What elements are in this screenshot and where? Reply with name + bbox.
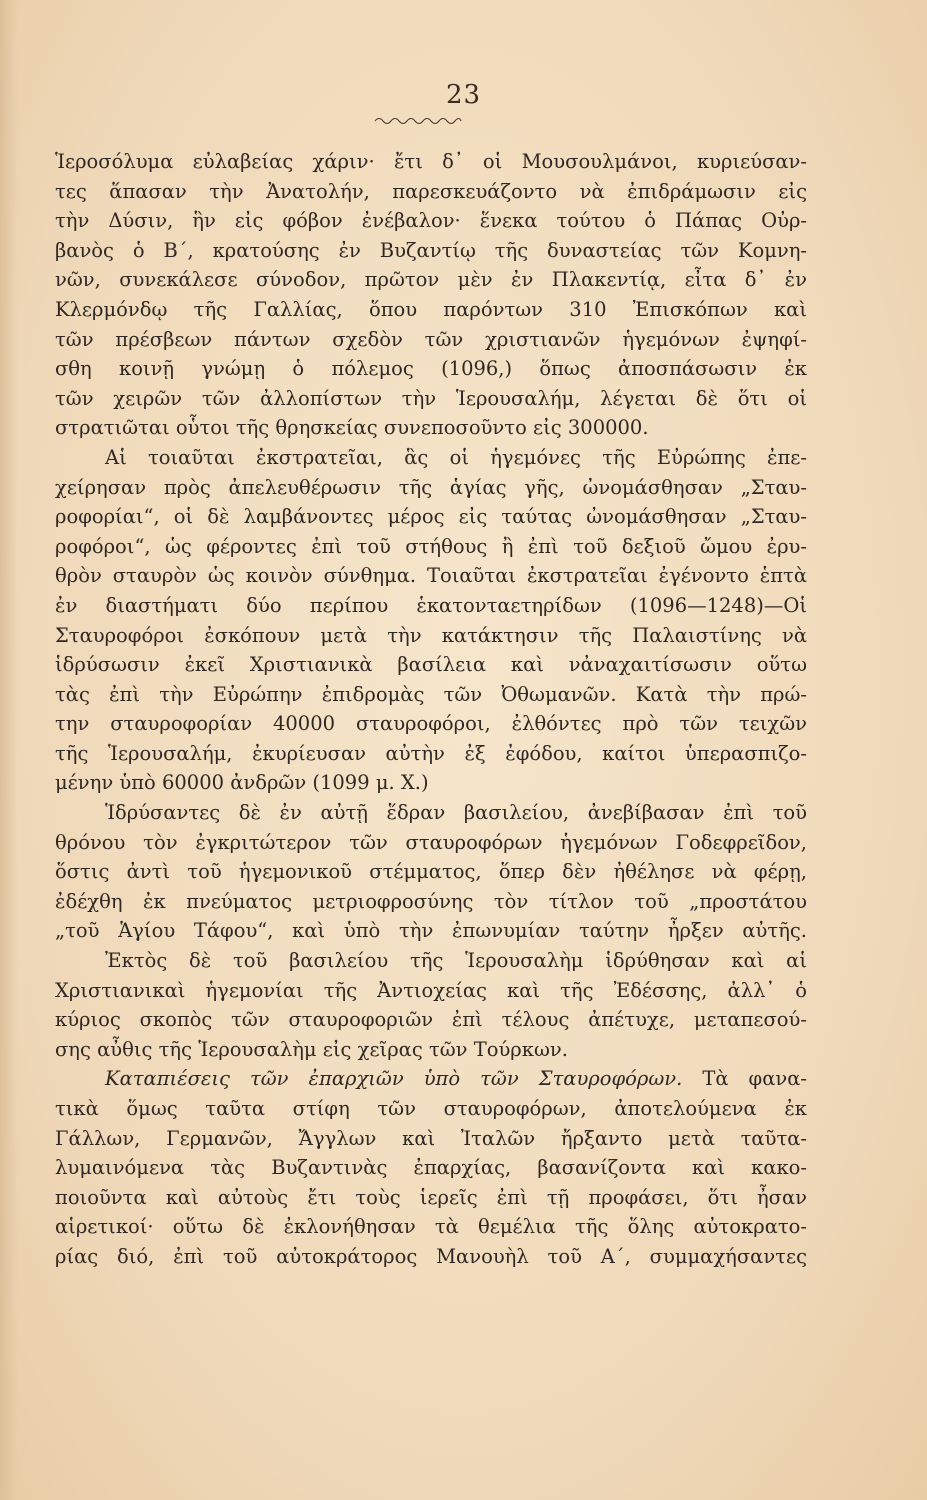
text-line: κύριος σκοπὸς τῶν σταυροφοριῶν ἐπὶ τέλους ἀπέτυχε, μεταπεσού- (55, 1008, 807, 1032)
text-line: „τοῦ Ἁγίου Τάφου“, καὶ ὑπὸ τὴν ἐπωνυμίαν ταύτην ἦρξεν αὐτῆς. (55, 919, 807, 943)
text-line: Ἱεροσόλυμα εὐλαβείας χάριν· ἔτι δ᾽ οἱ Μουσουλμάνοι, κυριεύσαν- (55, 150, 807, 173)
text-line: τικὰ ὅμως ταῦτα στίφη τῶν σταυροφόρων, ἀποτελούμενα ἐκ (55, 1097, 807, 1120)
text-line: μένην ὑπὸ 60000 ἀνδρῶν (1099 μ. Χ.) (55, 771, 429, 795)
text-line: ἐν διαστήματι δύο περίπου ἑκατονταετηρίδων (1096—1248)—Οἱ (55, 593, 807, 617)
text-line: ροφόροι“, ὡς φέροντες ἐπὶ τοῦ στήθους ἢ ἐπὶ τοῦ δεξιοῦ ὤμου ἐρυ- (55, 534, 807, 558)
text-line: θρὸν σταυρὸν ὡς κοινὸν σύνθημα. Τοιαῦται ἐκστρατεῖαι ἐγένοντο ἑπτὰ (55, 564, 807, 588)
text-line: τὰς ἐπὶ τὴν Εὐρώπην ἐπιδρομὰς τῶν Ὀθωμανῶν. Κατὰ τὴν πρώ- (55, 682, 807, 706)
text-line: σθη κοινῇ γνώμῃ ὁ πόλεμος (1096,) ὅπως ἀποσπάσωσιν ἐκ (55, 357, 807, 381)
text-line: ὅστις ἀντὶ τοῦ ἡγεμονικοῦ στέμματος, ὅπερ δὲν ἠθέλησε νὰ φέρῃ, (55, 860, 807, 884)
text-line: Γάλλων, Γερμανῶν, Ἄγγλων καὶ Ἰταλῶν ἤρξαντο μετὰ ταῦτα- (55, 1126, 807, 1150)
body-text (55, 147, 807, 1272)
text-line: ροφορίαι“, οἱ δὲ λαμβάνοντες μέρος εἰς ταύτας ὠνομάσθησαν „Σταυ- (55, 505, 807, 529)
text-line: χείρησαν πρὸς ἀπελευθέρωσιν τῆς ἁγίας γῆς, ὠνομάσθησαν „Σταυ- (55, 475, 807, 499)
text-line: τὴν Δύσιν, ἣν εἰς φόβον ἐνέβαλον· ἕνεκα τούτου ὁ Πάπας Οὐρ- (55, 209, 807, 233)
section-heading: Καταπιέσεις τῶν ἐπαρχιῶν ὑπὸ τῶν Σταυροφόρων. (105, 1067, 683, 1091)
text-line: τῶν χειρῶν τῶν ἀλλοπίστων τὴν Ἱερουσαλήμ, λέγεται δὲ ὅτι οἱ (55, 386, 807, 410)
text-line: σης αὖθις τῆς Ἱερουσαλὴμ εἰς χεῖρας τῶν Τούρκων. (55, 1037, 568, 1061)
text-line: Σταυροφόροι ἐσκόπουν μετὰ τὴν κατάκτησιν τῆς Παλαιστίνης νὰ (55, 623, 807, 647)
text-line: τῆς Ἱερουσαλήμ, ἐκυρίευσαν αὐτὴν ἐξ ἐφόδου, καίτοι ὑπερασπιζο- (55, 741, 807, 765)
text-line: τῶν πρέσβεων πάντων σχεδὸν τῶν χριστιανῶν ἡγεμόνων ἐψηφί- (55, 327, 807, 351)
text-line: ἐδέχθη ἐκ πνεύματος μετριοφροσύνης τὸν τίτλον τοῦ „προστάτου (55, 889, 807, 913)
text-line: την σταυροφορίαν 40000 σταυροφόροι, ἐλθόντες πρὸ τῶν τειχῶν (55, 712, 807, 736)
page-number: 23 (445, 80, 482, 110)
text-line: Ἐκτὸς δὲ τοῦ βασιλείου τῆς Ἱερουσαλὴμ ἱδρύθησαν καὶ αἱ (105, 949, 807, 973)
text-line: Ἱδρύσαντες δὲ ἐν αὐτῇ ἕδραν βασιλείου, ἀνεβίβασαν ἐπὶ τοῦ (105, 801, 807, 825)
text-line: ποιοῦντα καὶ αὐτοὺς ἔτι τοὺς ἱερεῖς ἐπὶ τῇ προφάσει, ὅτι ἦσαν (55, 1185, 807, 1209)
text-line: θρόνου τὸν ἐγκριτώτερον τῶν σταυροφόρων ἡγεμόνων Γοδεφρεῖδον, (55, 830, 807, 854)
text-line: Χριστιανικαὶ ἡγεμονίαι τῆς Ἀντιοχείας καὶ τῆς Ἐδέσσης, ἀλλ᾽ ὁ (55, 978, 807, 1002)
page-edge-shadow (0, 0, 18, 1500)
text-line: ἱδρύσωσιν ἐκεῖ Χριστιανικὰ βασίλεια καὶ νἀναχαιτίσωσιν οὕτω (55, 653, 807, 677)
heading-continuation-text: Τὰ φανα- (682, 1067, 807, 1091)
text-line: λυμαινόμενα τὰς Βυζαντινὰς ἐπαρχίας, βασανίζοντα καὶ κακο- (55, 1156, 807, 1180)
text-line: Κλερμόνδῳ τῆς Γαλλίας, ὅπου παρόντων 310 Ἐπισκόπων καὶ (55, 297, 807, 321)
text-line: αἱρετικοί· οὕτω δὲ ἐκλονήθησαν τὰ θεμέλια τῆς ὅλης αὐτοκρατο- (55, 1215, 807, 1239)
text-line: τες ἅπασαν τὴν Ἀνατολήν, παρεσκευάζοντο νὰ ἐπιδράμωσιν εἰς (55, 179, 807, 203)
text-line: βανὸς ὁ Β΄, κρατούσης ἐν Βυζαντίῳ τῆς δυναστείας τῶν Κομνη- (55, 238, 807, 262)
text-line: ρίας διό, ἐπὶ τοῦ αὐτοκράτορος Μανουὴλ τοῦ Α΄, συμμαχήσαντες (55, 1244, 807, 1268)
paragraph-heading-line (55, 1064, 807, 1094)
wavy-rule-ornament (373, 115, 463, 125)
text-line: νῶν, συνεκάλεσε σύνοδον, πρῶτον μὲν ἐν Πλακεντίᾳ, εἶτα δ᾽ ἐν (55, 268, 807, 292)
text-line: Αἱ τοιαῦται ἐκστρατεῖαι, ἃς οἱ ἡγεμόνες τῆς Εὐρώπης ἐπε- (105, 445, 807, 469)
text-line: στρατιῶται οὗτοι τῆς θρησκείας συνεποσοῦντο εἰς 300000. (55, 416, 649, 440)
